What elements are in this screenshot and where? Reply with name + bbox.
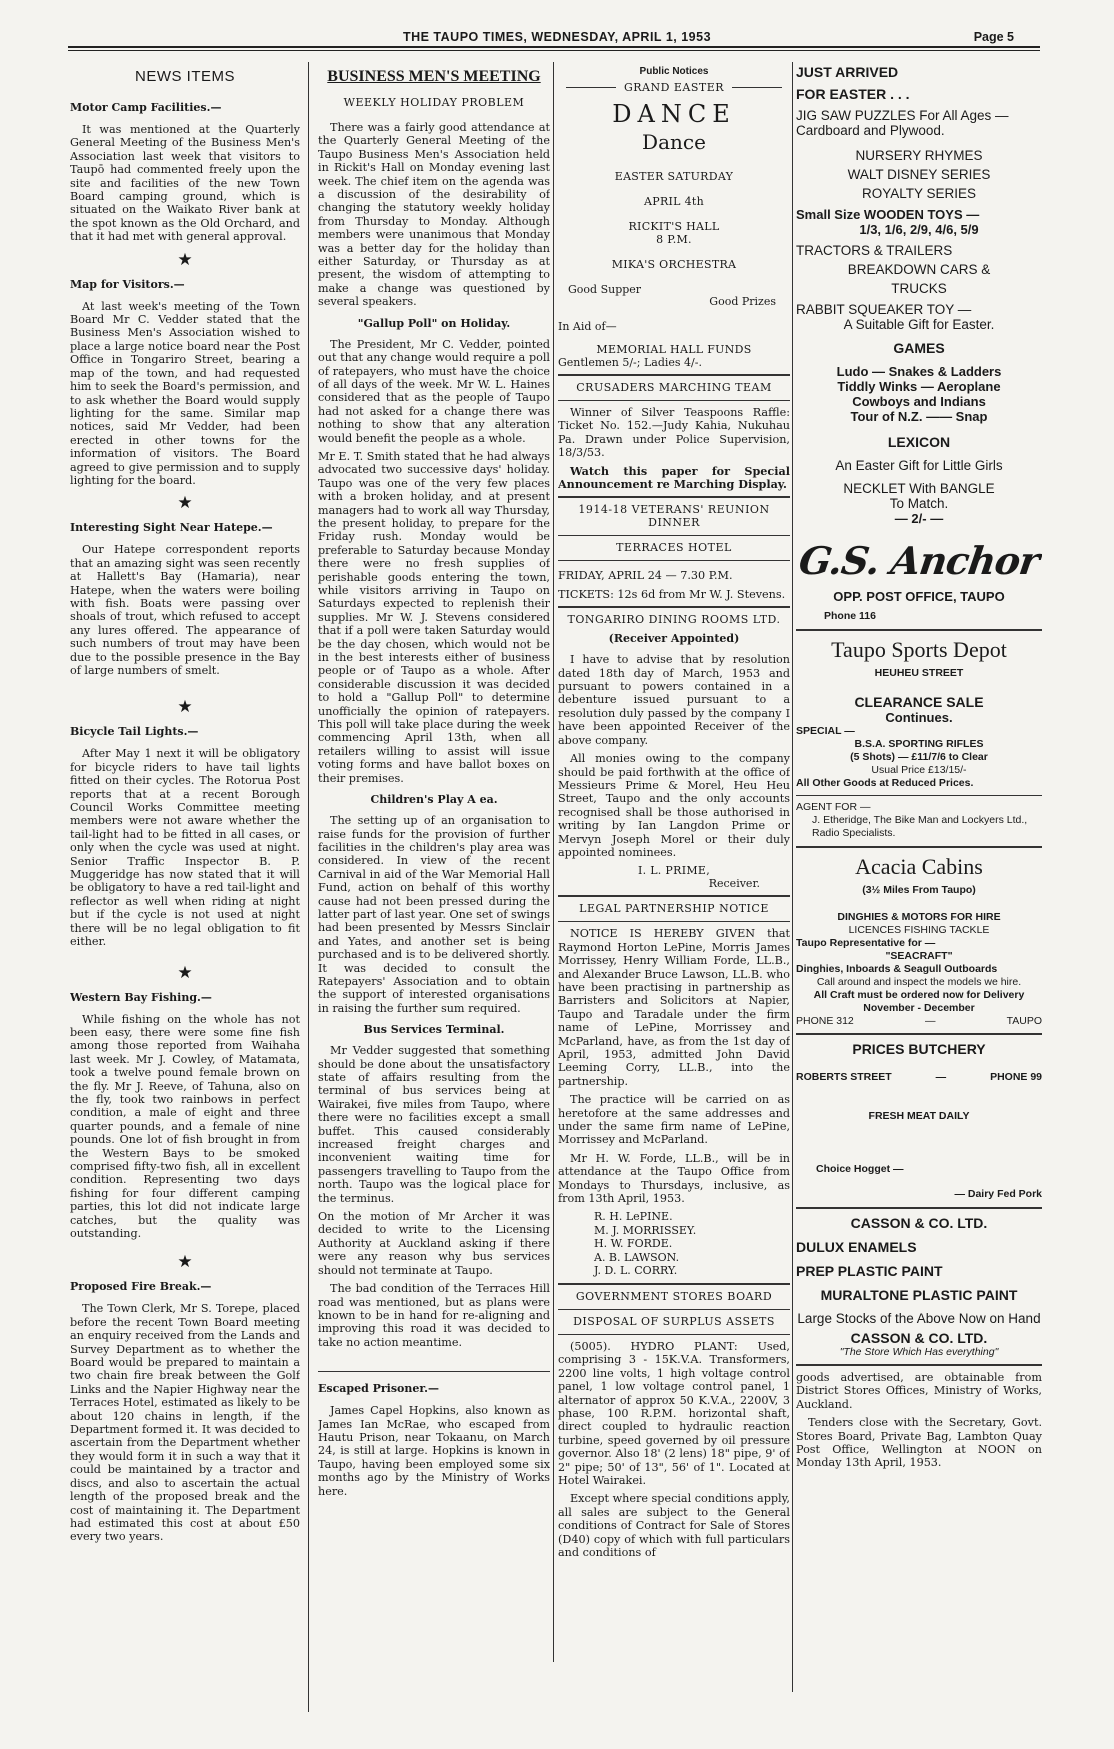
advert-line: To Match. bbox=[889, 496, 949, 511]
divider bbox=[796, 1033, 1042, 1035]
divider bbox=[558, 921, 790, 922]
advert-line-bold: DINGHIES & MOTORS FOR HIRE bbox=[837, 911, 1001, 923]
advert-phone: PHONE 99 bbox=[990, 1071, 1042, 1083]
divider bbox=[558, 606, 790, 608]
game-line: Cowboys and Indians bbox=[852, 394, 986, 409]
article-body: It was mentioned at the Quarterly General Meeting of the Business Men's Association last week that visitors to Taupō had commented freely upon the site and facilities of the new Town Board camping ground, which is situated on the Waikato River bank at the spot known as the Old Orchard, and that it had met with general approval. bbox=[70, 123, 300, 244]
notice-body: Mr H. W. Forde, LL.B., will be in attendance at the Taupo Office from Mondays to Thursdays, inclusive, as from 13th April, 1953. bbox=[558, 1151, 790, 1206]
advert-line: LICENCES FISHING TACKLE bbox=[848, 924, 990, 936]
header-rule bbox=[68, 46, 1040, 48]
advert-line-bold: FRESH MEAT DAILY bbox=[868, 1110, 970, 1122]
divider bbox=[796, 795, 1042, 796]
advert-town: TAUPO bbox=[1006, 1015, 1042, 1027]
article-title: Motor Camp Facilities.— bbox=[70, 101, 222, 114]
column-rule bbox=[308, 62, 309, 1712]
notice-body: Except where special conditions apply, all sales are subject to the General conditions of Contract for Sale of Stores (D40) copy of which with full particulars and conditions of bbox=[558, 1492, 790, 1560]
notice-body: Tenders close with the Secretary, Govt. Stores Board, Private Bag, Lambton Quay Post Office, Wellington at NOON on Monday 13th April, 1953. bbox=[796, 1416, 1042, 1470]
acacia-cabins-advert bbox=[796, 854, 1042, 1028]
page-number: Page 5 bbox=[973, 30, 1014, 44]
divider bbox=[558, 895, 790, 897]
notice-title: 1914-18 VETERANS' REUNION DINNER bbox=[578, 503, 770, 530]
partner-name: A. B. LAWSON. bbox=[594, 1250, 680, 1264]
divider bbox=[796, 1364, 1042, 1366]
dance-title-script: Dance bbox=[642, 130, 706, 154]
column-rule bbox=[553, 62, 554, 1662]
masthead-line: THE TAUPO TIMES, WEDNESDAY, APRIL 1, 1953 bbox=[402, 30, 712, 44]
veterans-hotel: TERRACES HOTEL bbox=[616, 541, 732, 555]
business-subheading: WEEKLY HOLIDAY PROBLEM bbox=[343, 96, 525, 109]
veterans-date: FRIDAY, APRIL 24 — 7.30 P.M. bbox=[558, 569, 733, 583]
advert-contact bbox=[796, 1015, 1042, 1028]
star-divider: ★ bbox=[177, 493, 193, 514]
advert-business-name: CASSON & CO. LTD. bbox=[850, 1330, 988, 1346]
column-rule bbox=[792, 62, 793, 1692]
dance-prices: Gentlemen 5/-; Ladies 4/-. bbox=[558, 356, 702, 369]
divider bbox=[558, 374, 790, 376]
advert-line-bold: Choice Hogget — bbox=[816, 1163, 904, 1175]
star-divider: ★ bbox=[177, 249, 193, 270]
article-body: After May 1 next it will be obligatory for bicycle riders to have tail lights fitted on their cycles. The Rotorua Post reports that at a recent Borough Council Works Committee meeting members were not aware whether the tail-light had to be fitted in all cases, or only when the cycle was used at night. Senior Traffic Inspector B. P. Muggeridge has now stated that it will be obligatory to have a red tail-light and reflector as well when riding at night but if the cycle is not used at night there will be no legal obligation to fit either. bbox=[70, 747, 300, 949]
notice-subtitle: DISPOSAL OF SURPLUS ASSETS bbox=[573, 1314, 775, 1328]
public-notices-heading: Public Notices bbox=[639, 66, 709, 77]
notice-title: LEGAL PARTNERSHIP NOTICE bbox=[579, 902, 769, 916]
notice-body-bold: Watch this paper for Special Announcement re Marching Display. bbox=[558, 463, 790, 492]
star-divider: ★ bbox=[177, 962, 193, 983]
partner-names bbox=[558, 1210, 790, 1278]
advert-line-bold: (3½ Miles From Taupo) bbox=[862, 884, 976, 896]
notice-body: NOTICE IS HEREBY GIVEN that Raymond Horton LePine, Morris James Morrissey, Henry William Forde, LL.B., and Alexander Bruce Lawson, LL.B. who have been practising in partnership as Barristers and Solicitors at Napier, Taupo and Taradale under the firm name of LePine, Morrissey and McParland, have, as from the 1st day of April, 1953, admitted John David Leeming Corry, LL.B., into the partnership. bbox=[558, 927, 790, 1088]
advert-line-bold: B.S.A. SPORTING RIFLES bbox=[854, 738, 984, 750]
notice-body: (5005). HYDRO PLANT: Used, comprising 3 - 15K.V.A. Transformers, 2200 line volts, 1 high voltage control panel, 1 low voltage control panel, 1 alternator of approx 50 K.V.A., 2200V, 3 phase, 100 R.P.M. horizontal shaft, direct coupled to hydraulic reaction turbine, speed governed by oil pressure governor. Also 18' (2 lens) 18" pipe, 9' of 2" pipe; 50' of 13", 56' of 1". Located at Hotel Wairakei. bbox=[558, 1339, 790, 1488]
article-title: Western Bay Fishing.— bbox=[70, 990, 212, 1004]
article-title: Map for Visitors.— bbox=[70, 277, 185, 291]
header-rule-thin bbox=[68, 50, 1040, 51]
news-heading: NEWS ITEMS bbox=[134, 68, 235, 85]
dance-grand: GRAND EASTER bbox=[623, 81, 725, 94]
advert-heading: LEXICON bbox=[887, 434, 951, 450]
game-line: Ludo — Snakes & Ladders bbox=[836, 364, 1002, 379]
dance-band: MIKA'S ORCHESTRA bbox=[611, 258, 737, 271]
notice-body: I have to advise that by resolution dated 18th day of March, 1953 and pursuant to powers contained in a debenture issued pursuant to a resolution duly passed by the company I have been appointed Receiver of the above company. bbox=[558, 653, 790, 747]
partner-name: J. D. L. CORRY. bbox=[594, 1264, 678, 1278]
advert-heading: CLEARANCE SALE bbox=[854, 694, 984, 710]
partner-name: M. J. MORRISSEY. bbox=[594, 1223, 697, 1237]
page-header bbox=[0, 0, 1114, 54]
dance-aid: In Aid of— bbox=[558, 320, 617, 333]
article-body: Mr E. T. Smith stated that he had always advocated two successive days' holiday. Taupo was one of the very few places with a broken holiday, and at present managers had to work all way Thursday, the present holiday, to prepare for the Friday rush. Monday would be preferable to Saturday because Monday there were no fresh supplies of perishable goods entering the town, while visitors arriving in Taupo on Saturdays expected to replenish their supplies. Mr W. J. Stevens considered that if a poll were taken Saturday would be the day chosen, which would not be in the best interests either of business people or of Taupo as a whole. After considerable discussion it was decided to hold a "Gallup Poll" to determine unofficially the opinion of ratepayers. This poll will take place during the week commencing April 13th, when all retailers willing to assist will issue voting forms and have ballot boxes on their premises. bbox=[318, 449, 550, 785]
partner-name: R. H. LePINE. bbox=[594, 1210, 673, 1224]
article-body: Mr Vedder suggested that something should be done about the unsatisfactory state of affairs resulting from the terminal of bus services being at Wairakei, five miles from Taupo, where there were no facilities except a small buffet. This caused considerably increased freight charges and inconvenient waiting time for passengers travelling to Taupo from the north. Taupo was the logical place for the terminus. bbox=[318, 1044, 550, 1205]
advert-line: RABBIT SQUEAKER TOY — bbox=[796, 302, 972, 317]
advert-line: Usual Price £13/15/- bbox=[871, 764, 967, 776]
article-title: Escaped Prisoner.— bbox=[318, 1382, 439, 1396]
divider bbox=[558, 535, 790, 536]
notice-title: GOVERNMENT STORES BOARD bbox=[575, 1289, 773, 1303]
advert-line: NECKLET With BANGLE bbox=[843, 481, 995, 496]
advert-line: AGENT FOR — bbox=[796, 801, 871, 813]
anchor-advert bbox=[796, 64, 1042, 623]
prices-butchery-advert bbox=[796, 1041, 1042, 1201]
article-body: On the motion of Mr Archer it was decided to write to the Licensing Authority at Auckland asking if there were any reason why bus services should not terminate at Taupo. bbox=[318, 1210, 550, 1277]
advert-heading: JUST ARRIVED bbox=[796, 64, 899, 80]
divider bbox=[796, 1207, 1042, 1209]
dance-date: EASTER SATURDAY bbox=[614, 170, 734, 183]
advert-business-name: Acacia Cabins bbox=[855, 854, 983, 879]
divider bbox=[558, 1334, 790, 1335]
advert-phone: PHONE 312 bbox=[796, 1015, 854, 1027]
divider bbox=[558, 1283, 790, 1285]
notice-body: goods advertised, are obtainable from District Stores Offices, Ministry of Works, Auckland. bbox=[796, 1371, 1042, 1411]
sports-depot-advert bbox=[796, 637, 1042, 840]
advert-price: — 2/- — bbox=[894, 511, 944, 526]
dance-prizes: Good Prizes bbox=[709, 295, 776, 308]
casson-advert bbox=[796, 1215, 1042, 1359]
notice-title: CRUSADERS MARCHING TEAM bbox=[576, 381, 772, 394]
article-body: The setting up of an organisation to raise funds for the provision of further facilities in the children's play area was considered. In view of the recent Carnival in aid of the War Memorial Hall Fund, action on behalf of this worthy cause had not been pressed during the latter part of last year. One set of swings had been presented by Messrs Sinclair and Yates, and another set is being purchased and is to be delivered shortly. It was decided to consult the Ratepayers' Association and to obtain the support of interested organisations in raising the further sum required. bbox=[318, 814, 550, 1015]
advert-line-bold: All Other Goods at Reduced Prices. bbox=[796, 777, 974, 789]
dance-time: 8 P.M. bbox=[656, 233, 692, 246]
advert-street: HEUHEU STREET bbox=[874, 667, 964, 679]
news-items-column bbox=[70, 62, 300, 1722]
advert-line-bold: (5 Shots) — £11/7/6 to Clear bbox=[850, 751, 988, 763]
advert-heading: GAMES bbox=[893, 340, 945, 356]
section-title: "Gallup Poll" on Holiday. bbox=[357, 316, 511, 330]
advert-line-bold: — Dairy Fed Pork bbox=[954, 1188, 1042, 1200]
receiver-signature: I. L. PRIME, bbox=[637, 864, 711, 878]
dance-venue: RICKIT'S HALL bbox=[628, 220, 720, 233]
divider bbox=[558, 400, 790, 401]
advert-line-bold: Taupo Representative for — bbox=[796, 937, 936, 949]
advert-contact bbox=[796, 1071, 1042, 1084]
advert-line: Call around and inspect the models we hire. bbox=[816, 976, 1022, 988]
advert-line: JIG SAW PUZZLES For All Ages — Cardboard and Plywood. bbox=[796, 108, 1009, 138]
public-notices-column bbox=[558, 62, 790, 1662]
advert-line: An Easter Gift for Little Girls bbox=[835, 458, 1003, 473]
advert-prices: 1/3, 1/6, 2/9, 4/6, 5/9 bbox=[859, 222, 979, 237]
advert-line: BREAKDOWN CARS & bbox=[847, 262, 991, 277]
section-title: Bus Services Terminal. bbox=[363, 1023, 505, 1037]
dash: — bbox=[935, 1071, 947, 1083]
advert-street: ROBERTS STREET bbox=[796, 1071, 892, 1083]
advert-special: SPECIAL — bbox=[796, 725, 855, 737]
game-line: Tour of N.Z. —— Snap bbox=[850, 409, 988, 424]
article-body: At last week's meeting of the Town Board Mr C. Vedder stated that the Business Men's Association wished to place a large notice board near the Post Office in Tongariro Street, bearing a map of the town, and had requested him to seek the Board's permission, and to ask whether the Board would supply lighting for the same. Similar map notices, said Mr Vedder, had been erected in other towns for the information of visitors. The Board agreed to give permission and to supply lighting for the board. bbox=[70, 299, 300, 487]
divider bbox=[796, 846, 1042, 848]
divider bbox=[558, 1309, 790, 1310]
article-body: While fishing on the whole has not been easy, there were some fine fish among those reported from Waihaha last week. Mr J. Cowley, of Matamata, took a twelve pound female brown on the fly. Mr J. Reeve, of Tahuna, also on the fly, took two rainbows in perfect condition, a male of eight and three quarter pounds, and a female of nine pounds. One lot of fish brought in from the Western Bays to be smoked comprised fifty-two fish, all in excellent condition. Representing two days fishing for four different camping parties, this lot did not indicate large catches, but the quality was outstanding. bbox=[70, 1012, 300, 1240]
advert-line: ROYALTY SERIES bbox=[861, 186, 977, 201]
article-title: Bicycle Tail Lights.— bbox=[70, 725, 199, 739]
article-body: The President, Mr C. Vedder, pointed out that any change would require a poll of ratepayers, who must have the choice of all days of the week. Mr W. L. Haines considered that as the people of Taupo had not asked for a change there was nothing to show that any alteration would benefit the people as a whole. bbox=[318, 337, 550, 445]
game-line: Tiddly Winks — Aeroplane bbox=[837, 379, 1001, 394]
advert-line: TRUCKS bbox=[891, 281, 947, 296]
advert-product: MURALTONE PLASTIC PAINT bbox=[820, 1287, 1018, 1303]
partner-name: H. W. FORDE. bbox=[594, 1237, 673, 1251]
advert-line: NURSERY RHYMES bbox=[855, 148, 983, 163]
dance-extras bbox=[558, 283, 790, 308]
anchor-logo: G.S. Anchor bbox=[796, 538, 1042, 583]
notice-body: The practice will be carried on as heretofore at the same addresses and under the same firm name of LePine, Morrissey and McParland. bbox=[558, 1093, 790, 1147]
notice-body: All monies owing to the company should be paid forthwith at the office of Messieurs Prime & Morel, Heu Heu Street, Taupo and the only accounts recognised shall be those authorised in writing by Ian Langdon Prime or Mervyn Joseph Morel or their duly appointed nominees. bbox=[558, 752, 790, 859]
dash-rule bbox=[566, 87, 616, 88]
section-title: Children's Play A ea. bbox=[370, 793, 498, 807]
advert-line: J. Etheridge, The Bike Man and Lockyers Ltd., Radio Specialists. bbox=[812, 814, 1028, 839]
advert-address: OPP. POST OFFICE, TAUPO bbox=[833, 589, 1005, 604]
article-body: Our Hatepe correspondent reports that an amazing sight was seen recently at Hallett's Bay (Hamaria), near Hatepe, when the waters were boiling with fish. Boats were passing over shoals of trout, which refused to accept any lures offered. The appearance of such numbers of trout may have been due to the possible presence in the Bay of large numbers of smelt. bbox=[70, 543, 300, 677]
dance-supper: Good Supper bbox=[568, 283, 642, 296]
dance-title: DANCE bbox=[612, 100, 736, 128]
notice-body: Winner of Silver Teaspoons Raffle: Ticket No. 152.—Judy Kahia, Nukuhau Pa. Drawn under Police Supervision, 18/3/53. bbox=[558, 406, 790, 460]
dance-date-2: APRIL 4th bbox=[644, 195, 704, 208]
notice-subtitle: (Receiver Appointed) bbox=[608, 632, 740, 646]
advert-line-bold: "SEACRAFT" bbox=[885, 950, 953, 962]
article-body: The bad condition of the Terraces Hill road was mentioned, but as plans were known to be in hand for re-aligning and improving this road it was decided to take no action meantime. bbox=[318, 1282, 550, 1349]
notice-title: TONGARIRO DINING ROOMS LTD. bbox=[567, 613, 781, 627]
advert-business-name: Taupo Sports Depot bbox=[831, 637, 1007, 662]
advert-business-name: CASSON & CO. LTD. bbox=[850, 1215, 988, 1231]
advert-line-bold: Small Size WOODEN TOYS — bbox=[796, 207, 980, 222]
dance-banner bbox=[558, 81, 790, 94]
advert-line-bold: All Craft must be ordered now for Delivery November - December bbox=[813, 989, 1025, 1014]
article-body: James Capel Hopkins, also known as James Ian McRae, who escaped from Hautu Prison, near Tokaanu, on March 24, is still at large. Hopkins is known in Taupo, having been employed some six months ago by the Ministry of Works here. bbox=[318, 1404, 550, 1498]
advert-line: Large Stocks of the Above Now on Hand bbox=[797, 1311, 1041, 1326]
business-heading: BUSINESS MEN'S MEETING bbox=[327, 68, 541, 85]
article-title: Proposed Fire Break.— bbox=[70, 1280, 212, 1294]
advertisements-column bbox=[796, 62, 1042, 1692]
article-title: Interesting Sight Near Hatepe.— bbox=[70, 521, 273, 535]
divider bbox=[558, 496, 790, 498]
star-divider: ★ bbox=[177, 697, 193, 718]
advert-line-bold: Dinghies, Inboards & Seagull Outboards bbox=[796, 963, 998, 975]
receiver-role: Receiver. bbox=[708, 877, 760, 891]
veterans-tickets: TICKETS: 12s 6d from Mr W. J. Stevens. bbox=[558, 587, 786, 601]
advert-line: A Suitable Gift for Easter. bbox=[843, 317, 995, 332]
dash-rule bbox=[732, 87, 782, 88]
advert-slogan: "The Store Which Has everything" bbox=[839, 1346, 999, 1358]
advert-line-bold: Continues. bbox=[885, 710, 953, 725]
advert-line: TRACTORS & TRAILERS bbox=[796, 243, 953, 258]
advert-product: PREP PLASTIC PAINT bbox=[796, 1263, 943, 1279]
star-divider: ★ bbox=[177, 1252, 193, 1273]
divider bbox=[558, 560, 790, 561]
advert-business-name: PRICES BUTCHERY bbox=[852, 1041, 986, 1057]
advert-line: WALT DISNEY SERIES bbox=[847, 167, 991, 182]
advert-product: DULUX ENAMELS bbox=[796, 1239, 917, 1255]
dash: — bbox=[924, 1015, 936, 1027]
advert-heading: FOR EASTER . . . bbox=[796, 86, 910, 102]
article-body: The Town Clerk, Mr S. Torepe, placed before the recent Town Board meeting an enquiry received from the Lands and Survey Department as to whether the Board would be prepared to maintain a two chain fire break between the Golf Links and the Napier Highway near the Terraces Hotel, estimated as likely to be about 120 chains in length, if the Department formed it. It was decided to ascertain from the Department whether they would form it in such a way that it could be maintained by a tractor and discs, and also to ascertain the actual length of the proposed break and the cost of maintaining it. The Department had estimated this cost at about £50 every two years. bbox=[70, 1302, 300, 1544]
divider bbox=[796, 629, 1042, 631]
dance-fund: MEMORIAL HALL FUNDS bbox=[596, 343, 752, 356]
business-meeting-column bbox=[318, 62, 550, 1722]
divider bbox=[318, 1371, 550, 1372]
article-body: There was a fairly good attendance at the Quarterly General Meeting of the Taupo Business Men's Association held in Rickit's Hall on Monday evening last week. The chief item on the agenda was a discussion of the desirability of changing the statutory weekly holiday from Thursday to Monday. Although members were unanimous that Monday was a better day for the holiday than either Saturday, or Thursday as at present, the wisdom of attempting to make a change was questioned by several speakers. bbox=[318, 121, 550, 309]
advert-phone: Phone 116 bbox=[824, 610, 876, 622]
